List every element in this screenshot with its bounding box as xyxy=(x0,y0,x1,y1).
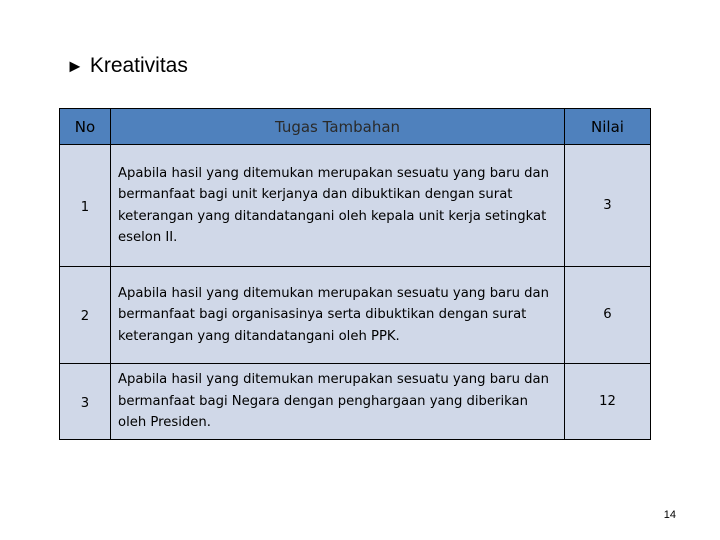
row-number: 1 xyxy=(60,145,111,267)
row-task: Apabila hasil yang ditemukan merupakan sesuatu yang baru dan bermanfaat bagi organisasinya serta dibuktikan dengan surat keterangan yang ditandatangani oleh PPK. xyxy=(111,267,565,364)
row-number: 2 xyxy=(60,267,111,364)
row-value: 12 xyxy=(565,364,651,440)
header-value: Nilai xyxy=(565,109,651,145)
header-no: No xyxy=(60,109,111,145)
table-header-row xyxy=(60,109,651,145)
slide-title xyxy=(66,54,188,78)
triangle-bullet-icon: ► xyxy=(66,55,84,76)
row-value: 3 xyxy=(565,145,651,267)
table-row xyxy=(60,145,651,267)
row-number: 3 xyxy=(60,364,111,440)
table-row xyxy=(60,267,651,364)
row-task: Apabila hasil yang ditemukan merupakan sesuatu yang baru dan bermanfaat bagi Negara dengan penghargaan yang diberikan oleh Presiden. xyxy=(111,364,565,440)
row-value: 6 xyxy=(565,267,651,364)
page-number: 14 xyxy=(663,509,676,521)
table-row xyxy=(60,364,651,440)
header-task: Tugas Tambahan xyxy=(111,109,565,145)
slide-title-text: Kreativitas xyxy=(89,54,188,77)
creativity-table xyxy=(59,108,651,440)
row-task: Apabila hasil yang ditemukan merupakan sesuatu yang baru dan bermanfaat bagi unit kerjanya dan dibuktikan dengan surat keterangan yang ditandatangani oleh kepala unit kerja setingkat eselon II. xyxy=(111,145,565,267)
